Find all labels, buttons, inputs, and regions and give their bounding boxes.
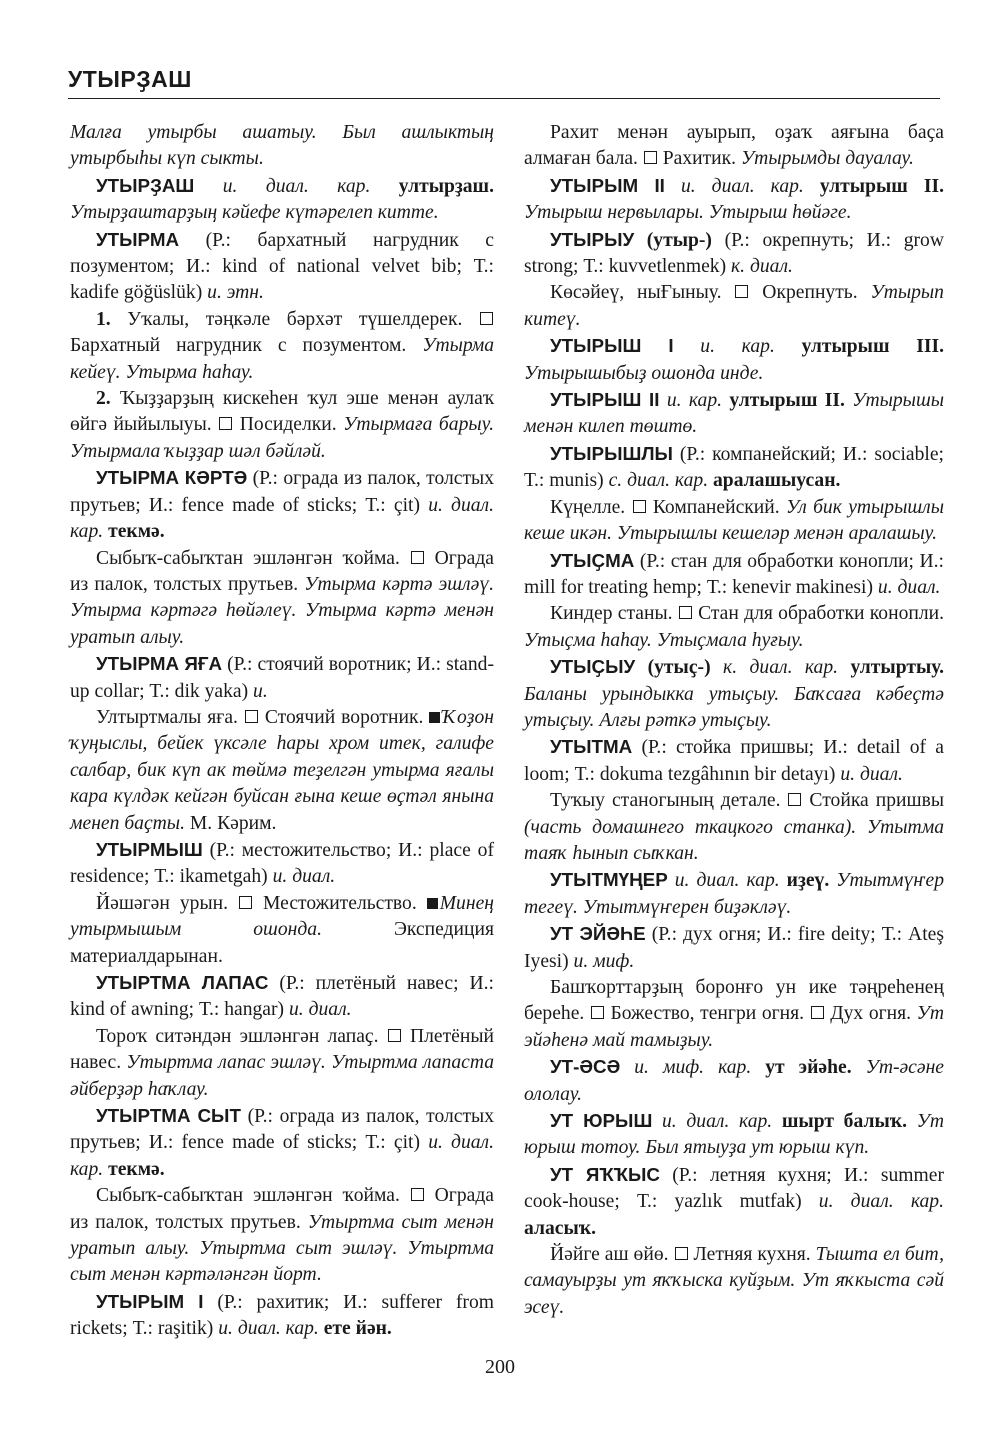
- left-column: [70, 120, 494, 1343]
- translation-square-icon: [591, 1006, 604, 1019]
- dictionary-entry: УТЫРМА (Р.: бархатный нагрудник с позументом; И.: kind of national velvet bib; Т.: kadife göğüslük) и. этн.: [70, 228, 494, 304]
- headword: УТЫРТМА ЛАПАС: [96, 972, 269, 993]
- dictionary-entry: УТЫРТМА ЛАПАС (Р.: плетёный навес; И.: kind of awning; Т.: hangar) и. диал.: [70, 972, 494, 1021]
- dictionary-entry: УТ-ӘСӘ и. миф. кар. ут эйәһе. Ут-әсәне ололау.: [524, 1056, 944, 1105]
- dictionary-entry: УТ ЯҠҠЫС (Р.: летняя кухня; И.: summer cook-house; Т.: yazlık mutfak) и. диал. кар. аласыҡ.: [524, 1163, 944, 1239]
- translation-square-icon: [388, 1029, 401, 1042]
- entry-definition: Күңелле. Компанейский. Ул бик утырышлы кеше икән. Утырышлы кешеләр менән аралашыу.: [524, 496, 944, 545]
- dictionary-entry: УТЫРҘАШ и. диал. кар. ултырҙаш. Утырҙаштарҙың кәйефе күтәрелеп китте.: [70, 174, 494, 224]
- translation-square-icon: [633, 500, 646, 513]
- dictionary-entry: УТЫҪЫУ (утыҫ-) к. диал. кар. ултыртыу. Баланы урындыкка утыҫыу. Баҡсаға кәбеҫтә утыҫыу. Алғы рәткә утыҫыу.: [524, 656, 945, 731]
- headword: УТЫРЫМ II: [550, 174, 665, 196]
- headword: УТЫТМҮҢЕР: [550, 869, 668, 891]
- entry-continuation: Малға утырбы ашатыу. Был ашлыктың утырбыһы күп сыкты.: [70, 122, 494, 170]
- headword: УТЫРМЫШ: [96, 838, 203, 860]
- headword: УТЫРЫУ: [550, 228, 635, 250]
- translation-square-icon: [679, 606, 692, 619]
- translation-square-icon: [411, 551, 424, 564]
- headword: УТЫРМА КӘРТӘ: [96, 467, 248, 489]
- quotation-square-icon: [427, 898, 438, 909]
- headword: УТЫРТМА СЫТ: [96, 1105, 241, 1127]
- headword: УТЫРЫШЛЫ: [550, 442, 673, 464]
- headword: УТ ЮРЫШ: [550, 1110, 653, 1132]
- entry-definition: Киндер станы. Стан для обработки конопли. Утыҫма һаһау. Утыҫмала һуғыу.: [524, 603, 945, 651]
- dictionary-entry: УТЫРТМА СЫТ (Р.: ограда из палок, толстых прутьев; И.: fence made of sticks; Т.: çit) и. диал. кар. текмә.: [70, 1105, 494, 1180]
- entry-sense: 2. Ҡыҙҙарҙың кискеһен ҡул эше менән аулаҡ өйгә йыйылыуы. Посиделки. Утырмаға барыу. Утырмала ҡыҙҙар шәл бәйләй.: [70, 388, 494, 462]
- headword: УТЫТМА: [550, 736, 633, 758]
- page-header: [68, 62, 940, 99]
- translation-square-icon: [644, 151, 657, 164]
- headword: УТЫРМА ЯҒА: [96, 653, 223, 675]
- dictionary-entry: УТЫРЫМ II и. диал. кар. ултырыш II. Утырыш нервылары. Утырыш һөйәге.: [524, 174, 945, 224]
- translation-square-icon: [245, 710, 258, 723]
- headword: УТЫРМА: [96, 228, 180, 250]
- translation-square-icon: [811, 1006, 824, 1019]
- dictionary-entry: УТЫТМА (Р.: стойка пришвы; И.: detail of a loom; Т.: dokuma tezgâhının bir detayı) и. диал.: [524, 736, 944, 785]
- dictionary-entry: УТЫРМА КӘРТӘ (Р.: ограда из палок, толстых прутьев; И.: fence made of sticks; Т.: çit) и. диал. кар. текмә.: [70, 467, 494, 543]
- headword: УТ-ӘСӘ: [550, 1056, 621, 1078]
- dictionary-entry: УТЫРЫШЛЫ (Р.: компанейский; И.: sociable; Т.: munis) с. диал. кар. аралашыусан.: [524, 442, 944, 492]
- running-head: УТЫРҘАШ: [68, 66, 192, 92]
- entry-sense: 1. Уҡалы, тәңкәле бәрхәт түшелдерек. Бархатный нагрудник с позументом. Утырма кейеү. Утырма һаһау.: [70, 308, 494, 383]
- headword: УТЫРЫШ II: [550, 389, 660, 411]
- dictionary-entry: УТЫРМА ЯҒА (Р.: стоячий воротник; И.: stand-up collar; Т.: dik yaka) и.: [70, 653, 494, 702]
- entry-definition: Йәшәгән урын. Местожительство. Минең утырмышым ошонда. Экспедиция материалдарынан.: [70, 892, 494, 967]
- entry-definition: Көсәйеү, ныҒыныу. Окрепнуть. Утырып китеү.: [524, 282, 944, 330]
- headword: УТ ЭЙӘҺЕ: [550, 923, 646, 945]
- entry-definition: Ултыртмалы яға. Стоячий воротник. Ҡоҙон ҡуңыслы, бейек үксәле һары хром итек, галифе салбар, бик күп ак төймә теҙелгән утырма яғалы кара күлдәк кейгән буйсан ғына кеше өҫтәл янына менеп баҫты. М. Кәрим.: [70, 706, 494, 834]
- entry-definition: Сыбыҡ-сабыҡтан эшләнгән ҡойма. Ограда из палок, толстых прутьев. Утыртма сыт менән уратып алыу. Утыртма сыт эшләү. Утыртма сыт менән кәртәләнгән йорт.: [70, 1185, 494, 1286]
- translation-square-icon: [411, 1188, 424, 1201]
- right-column: [524, 120, 944, 1321]
- translation-square-icon: [219, 417, 232, 430]
- headword: УТ ЯҠҠЫС: [550, 1163, 660, 1185]
- headword: УТЫРҘАШ: [96, 174, 195, 196]
- translation-square-icon: [675, 1247, 688, 1260]
- dictionary-entry: УТЫТМҮҢЕР и. диал. кар. иҙеү. Утытмүҥер тегеү. Утытмүҥерен биҙәкләү.: [524, 869, 945, 918]
- entry-definition: Туҡыу станогының детале. Стойка пришвы (часть домашнего ткацкого станка). Утытма таяҡ һынып сыҡкан.: [524, 790, 945, 864]
- headword: УТЫҪЫУ: [550, 656, 636, 678]
- dictionary-entry: УТЫРМЫШ (Р.: местожительство; И.: place of residence; Т.: ikametgah) и. диал.: [70, 838, 494, 888]
- page-number: 200: [485, 1356, 515, 1378]
- headword: УТЫРЫМ I: [96, 1290, 204, 1312]
- headword: УТЫРЫШ I: [550, 335, 674, 357]
- translation-square-icon: [788, 793, 801, 806]
- entry-definition: Башҡорттарҙың боронғо ун ике тәңреһенең береһе. Божество, тенгри огня. Дух огня. Ут эйәһенә май тамыҙыу.: [524, 977, 944, 1051]
- entry-definition: Рахит менән ауырып, оҙаҡ аяғына баҫа алмаған бала. Рахитик. Утырымды дауалау.: [524, 122, 944, 170]
- dictionary-entry: УТЫРЫМ I (Р.: рахитик; И.: sufferer from rickets; Т.: raşitik) и. диал. кар. ете йән.: [70, 1290, 494, 1340]
- dictionary-entry: УТЫРЫШ I и. кар. ултырыш III. Утырышыбыҙ ошонда инде.: [524, 335, 945, 384]
- entry-definition: Йәйге аш өйө. Летняя кухня. Тышта ел бит, самауырҙы ут яҡҡыска куйҙым. Ут яҡкыста сәй эсеү.: [524, 1244, 945, 1318]
- dictionary-entry: УТЫҪМА (Р.: стан для обработки конопли; И.: mill for treating hemp; Т.: kenevir makinesi) и. диал.: [524, 549, 944, 598]
- translation-square-icon: [480, 312, 493, 325]
- entry-definition: Тороҡ ситәндән эшләнгән лапаҫ. Плетёный навес. Утыртма лапас эшләү. Утыртма лапаста әйберҙәр һаҡлау.: [70, 1025, 495, 1100]
- dictionary-entry: УТ ЮРЫШ и. диал. кар. шырт балыҡ. Ут юрыш тотоу. Был ятыуҙа ут юрыш күп.: [524, 1110, 945, 1159]
- dictionary-entry: УТЫРЫУ (утыр-) (Р.: окрепнуть; И.: grow strong; Т.: kuvvetlenmek) к. диал.: [524, 228, 944, 278]
- translation-square-icon: [735, 285, 748, 298]
- dictionary-entry: УТ ЭЙӘҺЕ (Р.: дух огня; И.: fire deity; Т.: Ateş Iyesi) и. миф.: [524, 923, 944, 972]
- entry-definition: Сыбыҡ-сабыҡтан эшләнгән ҡойма. Ограда из палок, толстых прутьев. Утырма кәртә эшләү. Утырма кәртәгә һөйәлеү. Утырма кәртә менән уратып алыу.: [70, 547, 494, 648]
- quotation-square-icon: [429, 712, 440, 723]
- headword: УТЫҪМА: [550, 549, 635, 571]
- dictionary-entry: УТЫРЫШ II и. кар. ултырыш II. Утырышы менән килеп төштө.: [524, 389, 945, 438]
- translation-square-icon: [239, 896, 252, 909]
